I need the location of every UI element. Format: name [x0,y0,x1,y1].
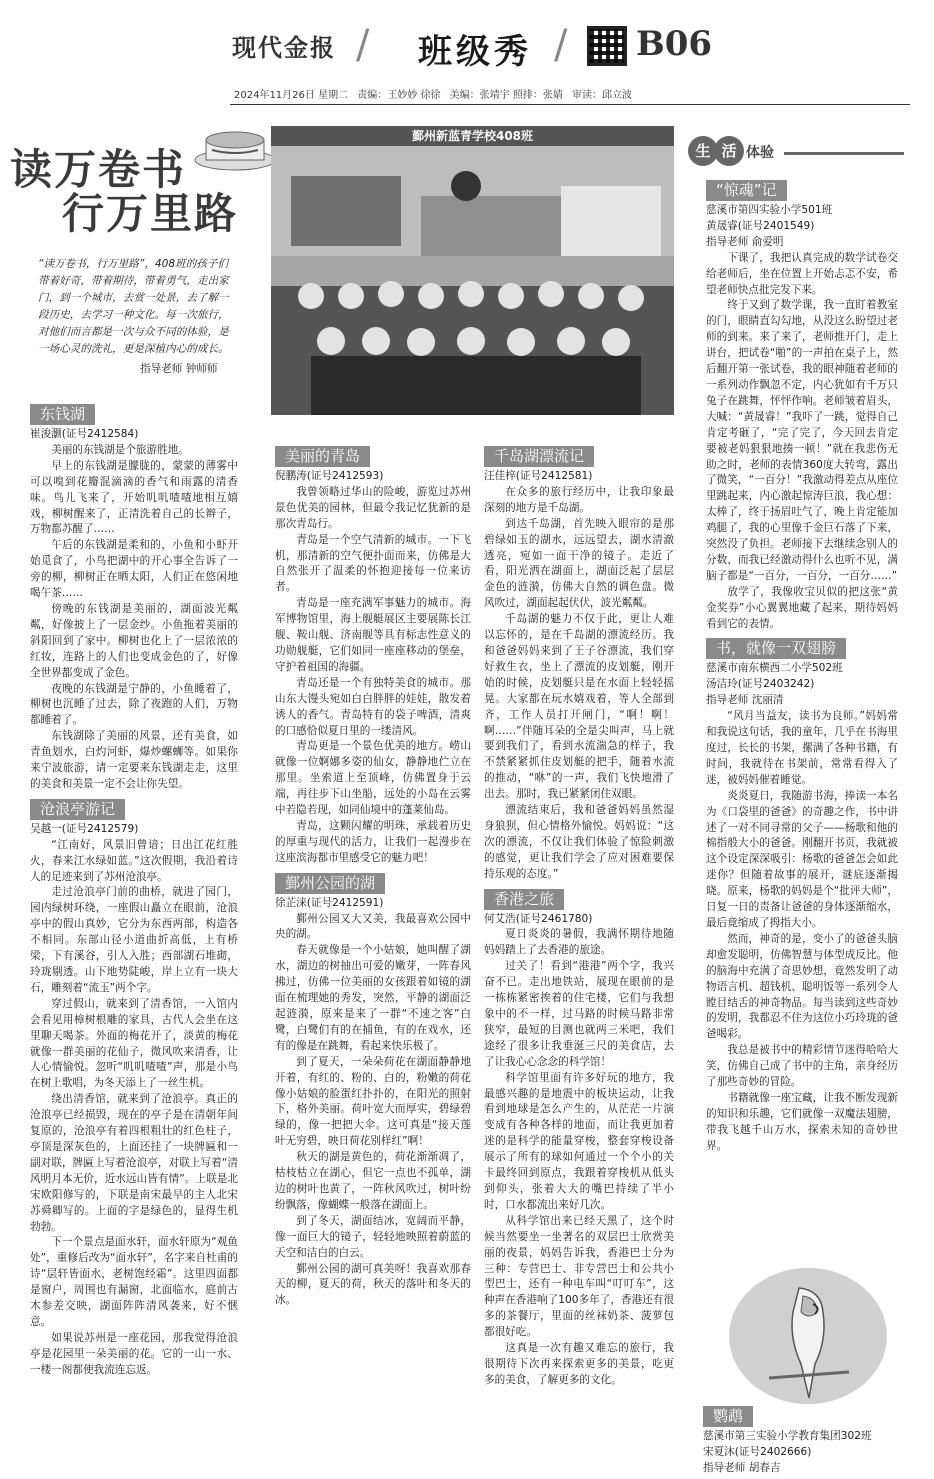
article-title: 书，就像一双翅膀 [706,638,846,659]
teacher-credit: 指导老师 俞爱明 [706,235,784,248]
paragraph: 下一个景点是面水轩，面水轩原为“观鱼处”，重修后改为“面水轩”，名字来自杜甫的诗“层轩皆面水，老树饱经霜”。这里四面都是窗户，周围也有漏窗，北面临水，庭前古木参差交映，湖面阵阵清风袭来，好不惬意。 [30,1236,238,1328]
byline-school: 慈溪市南东横西二小学502班 [706,662,843,675]
artwork-title: 鹦鹉 [703,1406,753,1427]
paragraph: 科学馆里面有许多好玩的地方，我最感兴趣的是地震中的板块运动，让我看到地球是怎么产生的，从茫茫一片演变成有各种各样的地面，而让我更加着迷的是科学的能量穿梭，整套穿梭设备展示了所有的球如何通过一个个小的关卡最终回到原点，我跟着穿梭机从低头到仰头，张着大大的嘴巴持续了半小时，口水都流出来好几次。 [484,1071,674,1211]
byline-student: 宋夏沐(证号2402666) [703,1445,812,1458]
art-credit: 美编：张靖宇 照排：张婧 [449,90,563,101]
paragraph: 从科学馆出来已经天黑了，这个时候当然要坐一坐著名的双层巴士欣赏美丽的夜景，妈妈告诉我，香港巴士分为三种：专营巴士、非专营巴士和公共小型巴士，还有一种电车叫“叮叮车”，这种声在香港响了100多年了，香港还有很多的茶餐厅，里面的丝袜奶茶、菠萝包都很好吃。 [484,1214,674,1339]
article-title: 千岛湖漂流记 [484,446,594,467]
column-4 [706,174,898,1155]
paragraph: 书籍就像一座宝藏，让我不断发现新的知识和乐趣，它们就像一双魔法翅膀，带我飞越千山万水，探索未知的奇妙世界。 [706,1091,898,1152]
paragraph: 下课了，我把认真完成的数学试卷交给老师后，坐在位置上开始忐忑不安，希望老师快点批完发下来。 [706,251,898,296]
paragraph: 如果说苏州是一座花园，那我觉得沧浪亭是花园里一朵美丽的花。它的一山一水、一楼一阁都使我流连忘返。 [30,1331,238,1376]
feature-title-line2: 行万里路 [62,189,239,239]
article-title: 鄞州公园的湖 [275,873,385,894]
issue-meta [234,86,638,101]
byline-school: 慈溪市第四实验小学501班 [706,204,833,216]
masthead-rule [230,104,910,105]
byline-student: 汤洁玲(证号2403242) [706,678,815,691]
paragraph: 漂流结束后，我和爸爸妈妈虽然湿身狼狈，但心情格外愉悦。妈妈说：“这次的漂流，不仅让我们体验了惊险刺激的感觉，更让我们学会了应对困难要保持乐观的态度。” [484,804,674,880]
masthead-slash: / [356,22,370,68]
byline-student: 黄晟睿(证号2401549) [706,219,815,232]
page-number: B06 [636,24,713,64]
paragraph: 绕出清香馆，就来到了沧浪亭。真正的沧浪亭已经损毁，现在的亭子是在清朝年间复原的，沧浪亭有着四根粗壮的红色柱子，亭顶是深灰色的，上面还挂了一块牌匾和一副对联，牌匾上写着沧浪亭，对联上写着“清风明月本无价，近水远山皆有情”。上联是北宋欧阳修写的，下联是南宋最早的主人北宋苏舜卿写的。上面的字是绿色的，显得生机勃勃。 [30,1093,238,1233]
qr-code-icon [587,26,627,66]
paragraph: 在众多的旅行经历中，让我印象最深刻的地方是千岛湖。 [484,485,674,514]
paragraph: 我曾领略过华山的险峻，游览过苏州景色优美的园林，但最令我记忆犹新的是那次青岛行。 [275,485,471,530]
masthead-slash: / [554,22,568,68]
paragraph: 千岛湖的魅力不仅于此，更让人难以忘怀的，是在千岛湖的漂流经历。我和爸爸妈妈来到了王子谷漂流，我们穿好救生衣，坐上了漂流的皮划艇，刚开始的时候，皮划艇只是在水面上轻轻摇晃。大家都在玩水嬉戏着，等人全部到齐，工作人员打开闸门，“啊！啊！啊……”伴随耳朵的全是尖叫声，马上就要到我们了，看到水流湍急的样子，我不禁紧紧抓住皮划艇的把手，随着水流的推动，“咻”的一声，我们飞快地滑了出去。那时，我已紧紧闭住双眼。 [484,613,674,801]
section-title: 班级秀 [418,32,532,72]
byline: 吴越一(证号2412579) [30,822,139,835]
life-header-rule [784,152,904,155]
article-title: 东钱湖 [30,404,95,425]
article-title: 沧浪亭游记 [30,799,125,820]
paragraph: 青岛是一个空气清新的城市。一下飞机，那清新的空气便扑面而来，仿佛是大自然张开了温柔的怀抱迎接每一位来访者。 [275,533,471,594]
paragraph: 走过沧浪亭门前的曲桥，就进了园门，园内绿树环绕，一座假山矗立在眼前，沧浪亭中的假山真妙，它分为东西两部，构造各不相同。东部山径小道曲折高低，上有桥梁，下有溪谷，引人入胜；西部湖石堆砌，玲珑剔透。山下地势陡峻，岸上立有一块大石，雕刻着“流玉”两个字。 [30,886,238,994]
proof-credit: 审读：邱立波 [572,90,633,101]
paragraph: 过关了！看到“港港”两个字，我兴奋不已。走出地铁站，展现在眼前的是一栋栋紧密挨着的住宅楼，它们与我想象中的不一样，过马路的时候马路非常狭窄，最短的目测也就两三米吧，我们途经了很多让我垂涎三尺的美食店，去了让我心心念念的科学馆！ [484,960,674,1068]
byline: 崔浚灏(证号2412584) [30,428,139,440]
byline: 倪鹏涛(证号2412593) [275,470,384,482]
article-title: 美丽的青岛 [275,446,370,467]
paragraph: 早上的东钱湖是朦胧的，蒙蒙的薄雾中可以嗅到花瓣混滴滴的香气和雨露的清香味。鸟儿飞来了，开始叽叽喳喳地相互嬉戏，柳树醒来了，正清洗着自己的长辫子，万物都苏醒了…… [30,459,238,536]
feature-title-line1: 读万卷书 [10,145,187,194]
class-photo [271,146,674,415]
cake-icon [192,120,278,174]
paragraph: “风月当益友，读书为良师。”妈妈常和我说这句话，我的童年，几乎在书海里度过，长长的书架，摞满了各种书籍，有时间，我就待在书架前，常常看得入了迷，被妈妈催着睡觉。 [706,710,898,786]
paragraph: 然而，神奇的是，变小了的爸爸头脑却愈发聪明，仿佛智慧与体型成反比。他的脑海中充满了奇思妙想，竟然发明了动物语言机、超钱机、聪明饭等一系列令人瞠目结舌的神奇物品。每当读到这些奇妙的发明，我都忍不住为这位小巧玲珑的爸爸喝彩。 [706,932,898,1041]
paragraph: 夏日炎炎的暑假，我满怀期待地随妈妈踏上了去香港的旅途。 [484,928,674,957]
paragraph: 到了夏天，一朵朵荷花在湖面静静地开着，有红的、粉的、白的，粉嫩的荷花像小姑娘的脸蛋红扑扑的，在阳光的照射下，格外美丽。荷叶宽大而厚实，碧绿碧绿的，像一把把大伞。这可真是“接天莲叶无穷碧，映日荷花别样红”啊！ [275,1055,471,1148]
paragraph: 傍晚的东钱湖是美丽的，湖面波光粼粼，好像披上了一层金纱。小鱼拖着美丽的斜阳回到了家中。柳树也化上了一层浓浓的红妆，连路上的人们也变成金色的了，好像全世界都变成了金色。 [30,602,238,679]
paragraph: 这真是一次有趣又难忘的旅行，我很期待下次再来探索更多的美景，吃更多的美食，了解更多的文化。 [484,1342,674,1386]
parrot-drawing [729,1268,887,1404]
article-title: 香港之旅 [484,889,564,910]
paragraph: 夜晚的东钱湖是宁静的，小鱼睡着了，柳树也沉睡了过去，除了夜跑的人们，万物都睡着了。 [30,682,238,727]
article-title: “惊魂”记 [706,180,787,201]
paragraph: “江南好，风景旧曾谙；日出江花红胜火，春来江水绿如蓝。”这次假期，我沿着诗人的足迹来到了苏州沧浪亭。 [30,838,238,883]
paragraph: 鄞州公园又大又美，我最喜欢公园中央的湖。 [275,912,471,941]
paragraph: 午后的东钱湖是柔和的，小鱼和小虾开始觅食了，小鸟把湖中的开心事全告诉了一旁的柳，柳树正在晒太阳，人们正在悠闲地喝午茶…… [30,539,238,600]
column-3 [484,440,674,1389]
column-1 [30,398,238,1379]
brand-name: 现代金报 [232,34,336,62]
byline-school: 慈溪市第三实验小学教育集团302班 [703,1430,872,1442]
life-column-header [688,136,908,166]
byline: 徐芷涞(证号2412591) [275,896,384,909]
teacher-credit: 指导老师 沈丽清 [706,694,784,707]
issue-date: 2024年11月26日 星期二 [234,90,349,101]
editor-credit: 责编：王妙妙 徐徐 [357,90,441,101]
life-char-2: 活 [714,136,744,166]
paragraph: 放学了，我像收宝贝似的把这张“黄金奖券”小心翼翼地藏了起来，期待妈妈看到它的表情。 [706,585,898,630]
paragraph: 炎炎夏日，我随游书海，捧读一本名为《口袋里的爸爸》的奇趣之作，书中讲述了一对不同寻常的父子——杨歌和他的棉指般大小的爸爸。刚翻开书页，我就被这个设定深深吸引：杨歌的爸爸怎会如此迷你？但随着故事的展开，谜底逐渐揭晓。原来，杨歌的妈妈是个“批评大师”，日复一日的责备让爸爸的身体逐渐缩水，最后竟缩成了拇指大小。 [706,789,898,929]
feature-intro: “读万卷书，行万里路”，408班的孩子们带着好奇，带着期待，带着勇气，走出家门，到一个城市，去赏一处景，去了解一段历史，去学习一种文化。每一次旅行，对他们而言都是一次与众不同的体验，是一场心灵的洗礼，更是深植内心的成长。 [38,258,229,355]
paragraph: 东钱湖除了美丽的风景，还有美食，如青鱼划水，白灼河虾，爆炒螺蛳等。如果你来宁波旅游，请一定要来东钱湖走走，这里的美食和美景一定不会让你失望。 [30,730,238,790]
paragraph: 我总是被书中的精彩情节迷得哈哈大笑，仿佛自己成了书中的主角，亲身经历了那些奇妙的冒险。 [706,1044,898,1089]
life-char-1: 生 [688,136,718,166]
byline: 何艾浩(证号2461780) [484,912,593,925]
parrot-credits [703,1400,903,1477]
feature-teacher: 指导老师 钟师师 [140,363,218,375]
paragraph: 青岛更是一个景色优美的地方。崂山就像一位婀娜多姿的仙女，静静地伫立在那里。坐索道上至顶峰，仿佛置身于云端，再往步下山坐船，远处的小岛在云雾中若隐若现，如同仙境中的蓬莱仙岛。 [275,740,471,817]
paragraph: 到达千岛湖，首先映入眼帘的是那碧绿如玉的湖水，远远望去，湖水清澈透亮，宛如一面干净的镜子。走近了看，阳光洒在湖面上，湖面泛起了层层金色的涟漪，仿佛大自然的调色盘。微风吹过，湖面起起伏伏，波光粼粼。 [484,517,674,610]
byline: 汪佳梓(证号2412581) [484,470,593,482]
paragraph: 到了冬天，湖面结冰，宽阔而平静，像一面巨大的镜子，轻轻地映照着蔚蓝的天空和洁白的白云。 [275,1214,471,1259]
paragraph: 美丽的东钱湖是个旅游胜地。 [51,443,189,456]
paragraph: 青岛还是一个有独特美食的城市。那山东大馒头宛如白白胖胖的娃娃，散发着诱人的香气。青岛特有的袋子啤酒，清爽的口感恰似夏日里的一缕清风。 [275,676,471,737]
paragraph: 秋天的湖是黄色的，荷花渐渐凋了，枯枝枯立在湖心，但它一点也不孤单，湖边的树叶也黄了，一阵秋风吹过，树叶纷纷飘落，像蝴蝶一般落在湖面上。 [275,1151,471,1211]
teacher-credit: 指导老师 胡春吉 [703,1461,781,1474]
life-label: 体验 [746,145,774,161]
paragraph: 青岛，这颗闪耀的明珠，承载着历史的厚重与现代的活力，让我们一起漫步在这座滨海都市里感受它的魅力吧！ [275,819,471,864]
paragraph: 终于又到了数学课，我一直盯着教室的门，眼睛直勾勾地，从没这么盼望过老师的到来。来了来了，老师推开门，走上讲台，把试卷“啪”的一声拍在桌子上，然后翻开第一张试卷，我的眼神随着老师的一系列动作飘忽不定，内心犹如有千万只兔子在跳舞，怦怦作响。老师皱着眉头，大喊：“黄晟睿！”我吓了一跳，觉得自己肯定考砸了，“完了完了，今天回去肯定要被老妈狠狠地揍一顿！”就在我悲伤无助之时，老师的表情360度大转弯，露出了微笑，“一百分！”我激动得差点从座位里跳起来，内心激起惊涛巨浪，我心想：太棒了，终于扬眉吐气了，晚上肯定能加鸡腿了，我的心里像千金巨石落了下来，突然没了负担。老师接下去继续念别人的分数，而我已经激动得什么也听不见，满脑子都是“一百分，一百分，一百分……” [706,299,898,582]
school-banner: 鄞州新蓝青学校408班 [271,126,674,146]
paragraph: 春天就像是一个小姑娘，她叫醒了湖水，湖边的树抽出可爱的嫩芽，一阵春风拂过，仿佛一位美丽的女孩跟着如镜的湖面在梳理她的秀发，突然，平静的湖面泛起涟漪，原来是来了一群“不速之客”白鹭，白鹭们有的在捕鱼，有的在戏水，还有的像是在跳舞，看起来快乐极了。 [275,944,471,1052]
column-2 [275,440,471,1309]
paragraph: 鄞州公园的湖可真美呀！我喜欢那春天的柳，夏天的荷，秋天的落叶和冬天的冰。 [275,1262,471,1307]
paragraph: 穿过假山，就来到了清香馆，一入馆内会看见用樟树根雕的家具，古代人会坐在这里聊天喝茶。外面的梅花开了，淡黄的梅花就像一群美丽的花仙子，微风吹来清香，让人心情愉悦。忽听“叽叽喳喳”声，那是小鸟在树上歌唱，为冬天添上了一丝生机。 [30,997,238,1090]
paragraph: 青岛是一座充满军事魅力的城市。海军博物馆里，海上舰艇展区主要展陈长江舰、鞍山舰、济南舰等具有标志性意义的功勋舰艇，它们如同一座座移动的堡垒，守护着祖国的海疆。 [275,597,471,673]
